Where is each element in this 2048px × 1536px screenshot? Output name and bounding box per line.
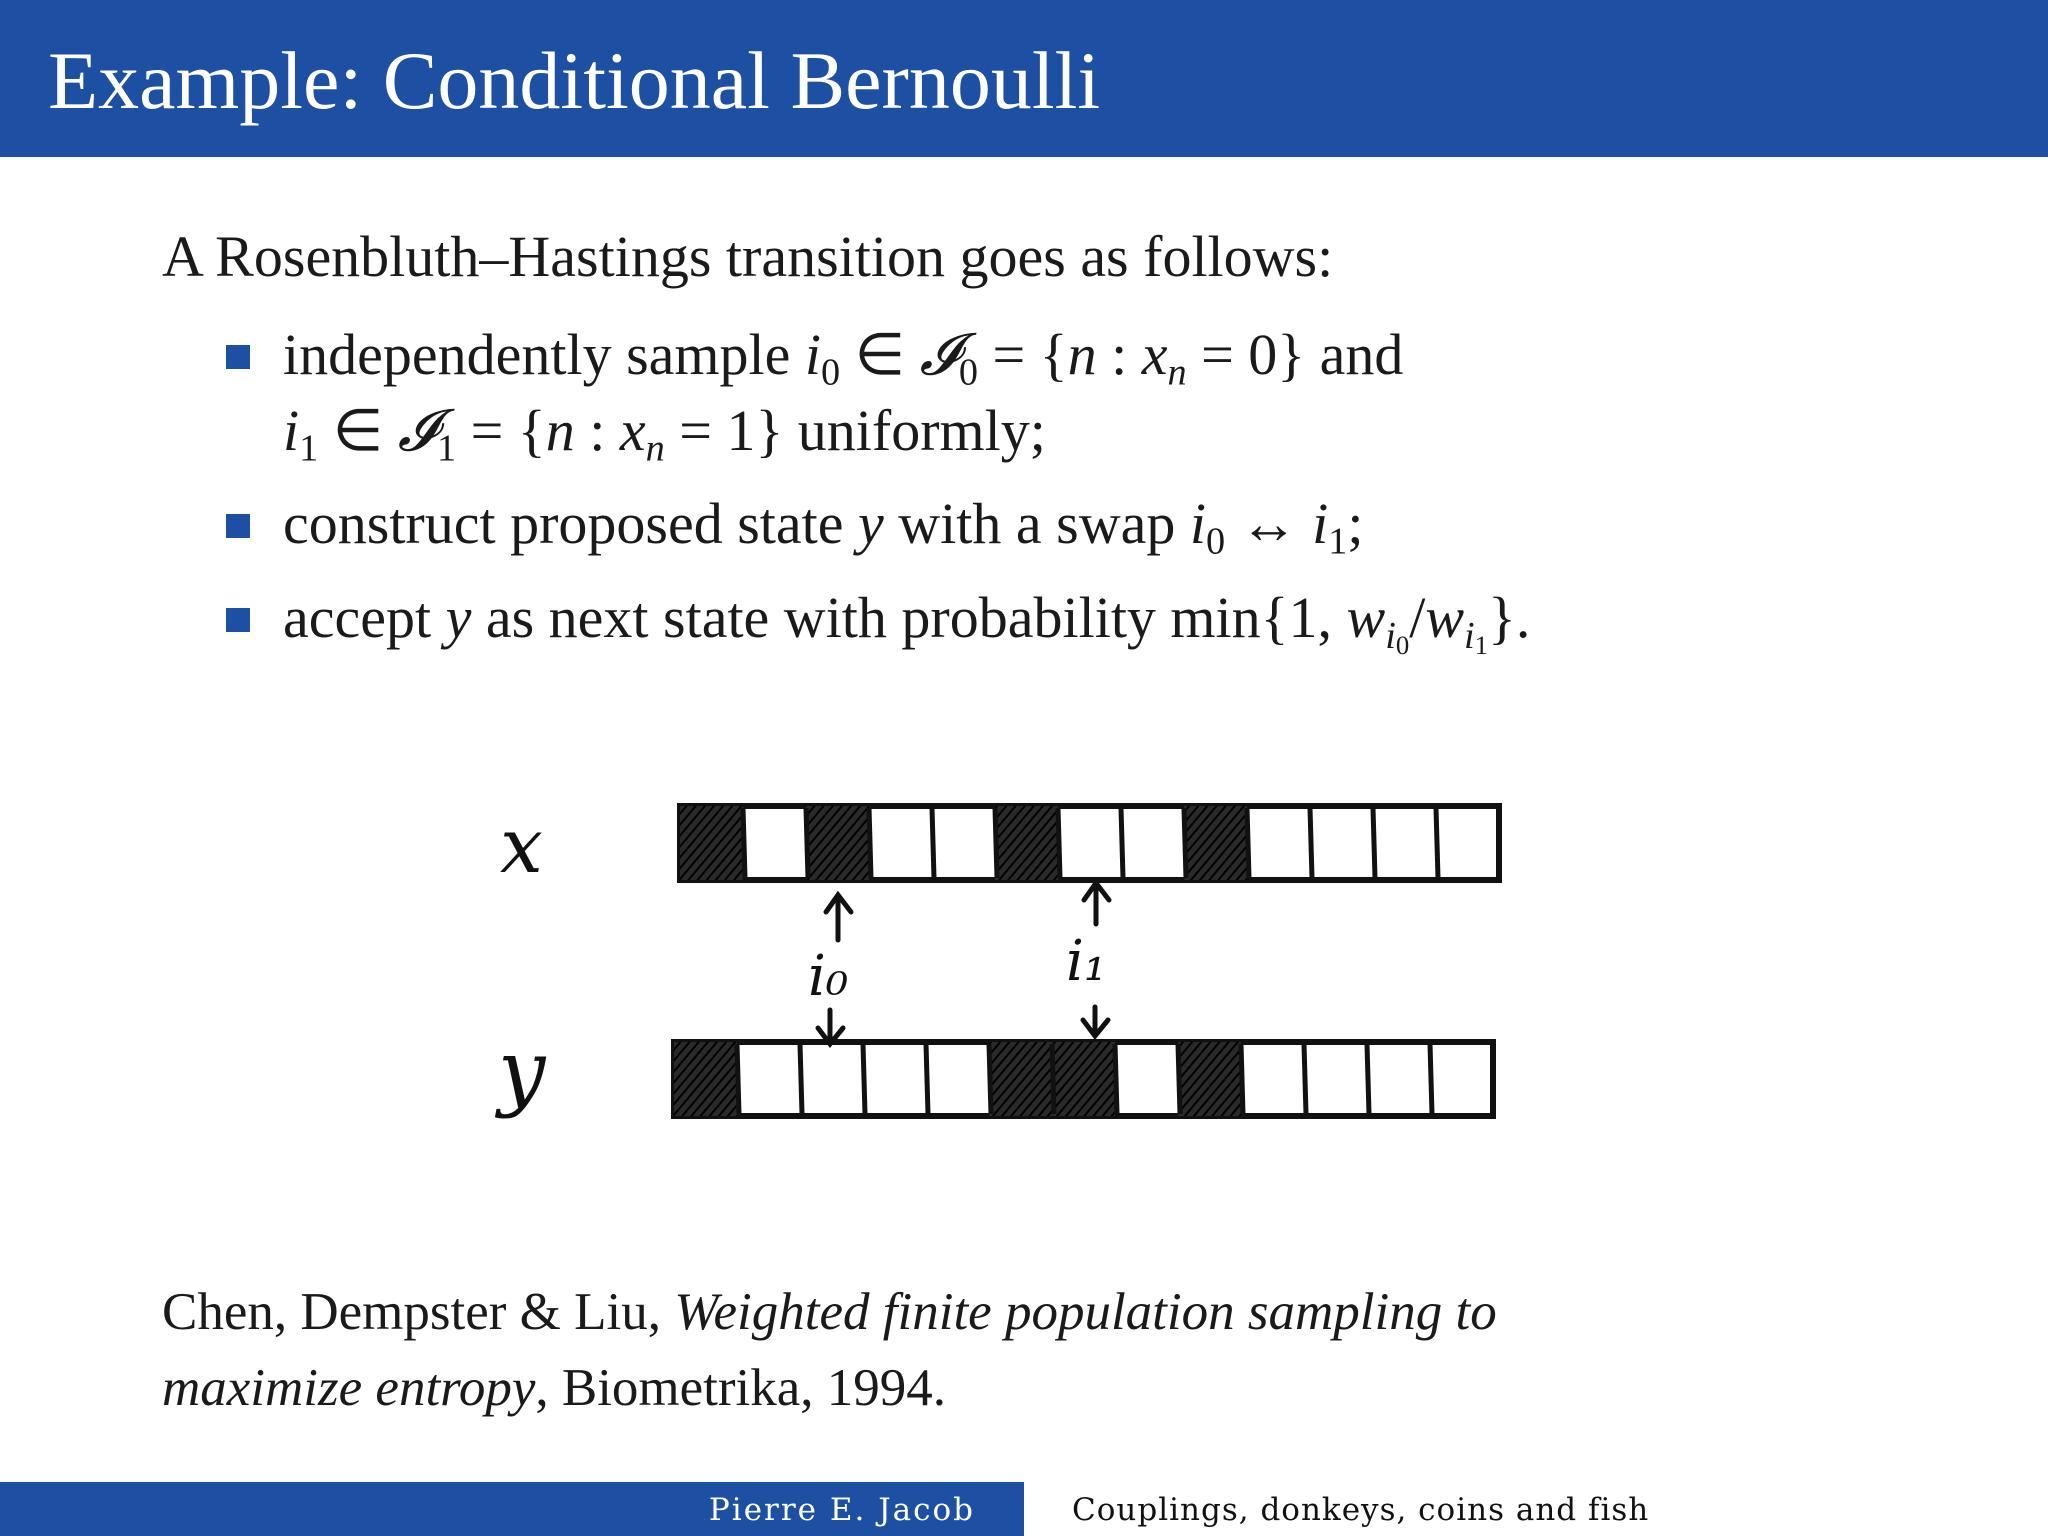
filled-cell	[1178, 1042, 1241, 1116]
intro-text: A Rosenbluth–Hastings transition goes as follows:	[162, 224, 1334, 289]
math-sub: 1	[299, 427, 319, 470]
row-x-label: x	[500, 801, 543, 890]
cell-divider	[1241, 1044, 1243, 1114]
cell-divider	[1436, 808, 1438, 878]
math-op: :	[1096, 322, 1142, 387]
cell-divider	[1373, 808, 1375, 878]
math-sub: i	[1385, 614, 1396, 657]
math-sub: 0	[958, 351, 979, 394]
math-var: i	[283, 398, 300, 463]
math-var: y	[445, 585, 472, 650]
math-var: i	[1189, 491, 1206, 556]
math-sub: 0	[820, 351, 841, 394]
cell-divider	[800, 1044, 802, 1114]
math-op: = {	[456, 398, 546, 463]
math-op: ∈	[840, 322, 920, 387]
footer-author-text: Pierre E. Jacob	[708, 1492, 975, 1528]
math-var: x	[1141, 322, 1168, 387]
cell-divider	[932, 808, 934, 878]
cell-divider	[1178, 1044, 1180, 1114]
math-subsub: 0	[1395, 629, 1410, 660]
footer-author	[0, 1492, 1024, 1528]
math-op: /	[1409, 585, 1426, 650]
citation-line-1	[162, 1283, 1497, 1341]
cell-divider	[1184, 808, 1186, 878]
bullet-3-text: as next state with probability min{1,	[471, 585, 1347, 650]
bullet-2-text: construct proposed state	[283, 491, 859, 556]
cell-divider	[995, 808, 997, 878]
citation-authors: Chen, Dempster & Liu,	[162, 1283, 675, 1341]
bullet-1-text: independently sample	[283, 322, 805, 387]
cell-divider	[1247, 808, 1249, 878]
math-var: n	[545, 398, 575, 463]
cell-divider	[1367, 1044, 1369, 1114]
math-sub: 0	[1205, 520, 1226, 563]
math-var: i	[804, 322, 821, 387]
citation-title: Weighted finite population sampling to	[674, 1283, 1497, 1341]
math-op: :	[574, 398, 620, 463]
filled-cell	[995, 806, 1058, 880]
citation-title: maximize entropy	[162, 1359, 536, 1417]
cell-divider	[926, 1044, 928, 1114]
footer-talk-title: Couplings, donkeys, coins and fish	[1072, 1492, 1650, 1528]
bullet-3-text: accept	[283, 585, 446, 650]
math-op: = {	[978, 322, 1068, 387]
math-op: = 1} uniformly;	[664, 398, 1046, 463]
math-var: y	[858, 491, 884, 556]
math-op: ∈	[318, 398, 398, 463]
cell-divider	[869, 808, 871, 878]
math-var: w	[1346, 585, 1386, 650]
cell-divider	[743, 808, 745, 878]
math-sub: n	[645, 427, 665, 470]
math-op: }.	[1488, 585, 1531, 650]
arrow-i0-label: i₀	[808, 944, 849, 1009]
cell-divider	[806, 808, 808, 878]
filled-cell	[674, 1042, 737, 1116]
arrow-i1-label: i₁	[1066, 929, 1107, 994]
slide-title: Example: Conditional Bernoulli	[48, 35, 1101, 126]
math-op: ;	[1347, 491, 1364, 556]
math-var: i	[1312, 491, 1329, 556]
math-op: = 0} and	[1186, 322, 1404, 387]
math-subsub: 1	[1474, 629, 1489, 660]
cell-divider	[1115, 1044, 1117, 1114]
state-x-row	[680, 806, 1499, 880]
math-sub: i	[1464, 614, 1475, 657]
math-var: 𝓘	[397, 398, 438, 463]
row-y-label: y	[498, 1022, 546, 1120]
math-sub: n	[1167, 351, 1187, 394]
math-var: n	[1067, 322, 1097, 387]
math-var: x	[619, 398, 646, 463]
math-var: 𝓘	[919, 322, 959, 387]
cell-divider	[737, 1044, 739, 1114]
math-var: w	[1425, 585, 1465, 650]
filled-cell	[806, 806, 869, 880]
math-sub: 1	[1328, 520, 1348, 563]
citation-line-2	[162, 1359, 947, 1417]
math-op: ↔	[1225, 491, 1313, 556]
cell-divider	[1310, 808, 1312, 878]
filled-cell	[680, 806, 743, 880]
citation-venue: , Biometrika, 1994.	[535, 1359, 947, 1417]
filled-cell	[1052, 1042, 1115, 1116]
math-sub: 1	[437, 427, 457, 470]
cell-divider	[1058, 808, 1060, 878]
cell-divider	[1430, 1044, 1432, 1114]
filled-cell	[1184, 806, 1247, 880]
cell-divider	[1052, 1044, 1054, 1114]
state-y-row	[674, 1042, 1493, 1116]
bullet-2-text: with a swap	[883, 491, 1190, 556]
cell-divider	[989, 1044, 991, 1114]
cell-divider	[1121, 808, 1123, 878]
filled-cell	[989, 1042, 1052, 1116]
cell-divider	[863, 1044, 865, 1114]
cell-divider	[1304, 1044, 1306, 1114]
